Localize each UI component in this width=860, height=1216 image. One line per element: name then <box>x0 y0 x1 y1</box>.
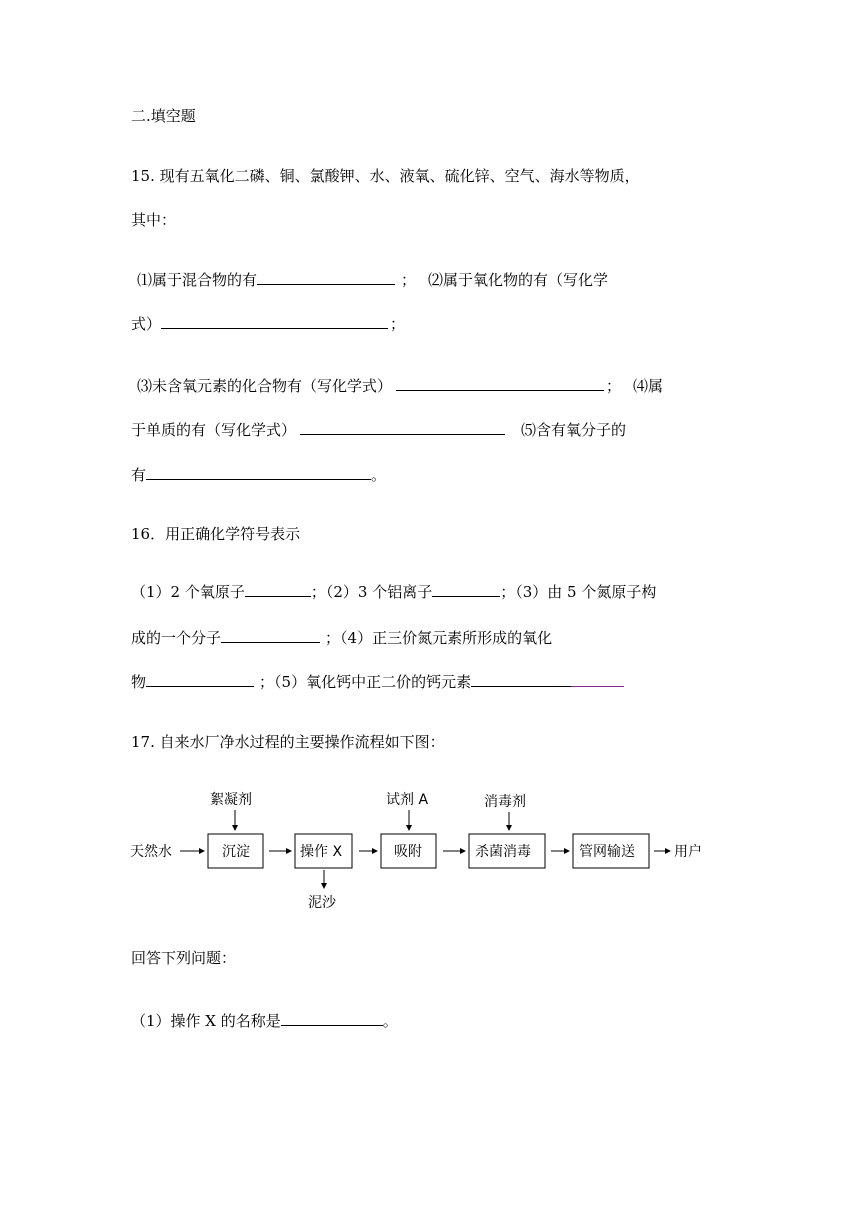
q16-blank-5[interactable] <box>471 673 624 687</box>
q15-blank-5[interactable] <box>146 465 371 480</box>
flow-step-label-2: 操作 X <box>300 844 343 860</box>
q15-part5-label: ⑸含有氧分子的 <box>521 421 627 439</box>
q15-part1-label: ⑴属于混合物的有 <box>137 271 258 289</box>
q15-part2-label: ⑵属于氧化物的有（写化学 <box>428 271 609 289</box>
q16-blank-4[interactable] <box>146 672 254 687</box>
q16-semicolon: ； <box>310 583 326 601</box>
q17-answer-prompt: 回答下列问题： <box>131 949 237 967</box>
q16-stem: 16．用正确化学符号表示 <box>131 525 301 543</box>
flow-target-label: 用户 <box>674 844 702 860</box>
flow-output-label: 泥沙 <box>308 895 336 911</box>
q15-part2-label-cont: 式） <box>131 315 162 333</box>
q15-stem-line1: 15. 现有五氧化二磷、铜、氯酸钾、水、液氧、硫化锌、空气、海水等物质， <box>131 167 640 185</box>
q16-line-b <box>131 628 552 648</box>
q17-sub1 <box>131 1011 398 1031</box>
q16-blank-3[interactable] <box>221 628 320 643</box>
flow-input-label-1: 絮凝剂 <box>210 792 252 808</box>
q15-semicolon: ； <box>401 271 417 289</box>
q16-line-a <box>131 582 656 602</box>
flow-input-label-3: 消毒剂 <box>484 794 526 810</box>
q15-part3-label: ⑶未含氧元素的化合物有（写化学式） <box>137 377 393 395</box>
q17-period: 。 <box>382 1012 398 1030</box>
q15-blank-1[interactable] <box>257 270 395 285</box>
q15-line-c <box>137 376 663 396</box>
q15-part5-label-cont: 有 <box>131 466 147 484</box>
q15-part4-label: ⑷属 <box>633 377 664 395</box>
flow-step-label-3: 吸附 <box>394 844 422 860</box>
q16-item2-label: （2）3 个铝离子 <box>325 583 433 601</box>
flow-step-label-4: 杀菌消毒 <box>475 844 531 860</box>
q16-blank-2[interactable] <box>432 582 500 597</box>
q16-blank-1[interactable] <box>245 582 311 597</box>
q15-semicolon: ； <box>606 377 622 395</box>
q16-item1-label: （1）2 个氧原子 <box>131 583 245 601</box>
water-treatment-flow-diagram <box>128 790 718 915</box>
q15-line-e <box>131 465 386 485</box>
q15-line-d <box>131 420 626 440</box>
q16-item3-label-cont: 成的一个分子 <box>131 629 222 647</box>
q16-item4-label: （4）正三价氮元素所形成的氧化 <box>340 629 553 647</box>
q16-item4-label-cont: 物 <box>131 673 147 691</box>
q16-item5-label: （5）氧化钙中正二价的钙元素 <box>274 673 472 691</box>
q16-semicolon: ； <box>325 629 341 647</box>
q17-blank-1[interactable] <box>281 1011 383 1026</box>
flow-input-label-2: 试剂 A <box>386 792 429 808</box>
q15-stem-line2: 其中： <box>131 211 177 229</box>
q17-sub1-label: （1）操作 X 的名称是 <box>131 1012 281 1030</box>
section-title: 二.填空题 <box>131 107 196 125</box>
flow-step-label-5: 管网输送 <box>579 844 635 860</box>
q16-item3-label: （3）由 5 个氮原子构 <box>515 583 657 601</box>
q16-line-c <box>131 672 624 692</box>
q16-semicolon: ； <box>500 583 516 601</box>
q15-blank-2[interactable] <box>161 314 388 329</box>
q15-line-b <box>131 314 405 334</box>
q15-part4-label-cont: 于单质的有（写化学式） <box>131 421 297 439</box>
q15-blank-3[interactable] <box>396 376 604 391</box>
flow-step-label-1: 沉淀 <box>222 844 250 860</box>
q15-semicolon: ； <box>390 315 406 333</box>
flow-source-label: 天然水 <box>130 844 172 860</box>
q15-period: 。 <box>371 466 387 484</box>
q16-semicolon: ； <box>259 673 275 691</box>
q17-stem: 17. 自来水厂净水过程的主要操作流程如下图： <box>131 733 445 751</box>
q15-line-a <box>137 270 608 290</box>
q15-blank-4[interactable] <box>300 420 505 435</box>
